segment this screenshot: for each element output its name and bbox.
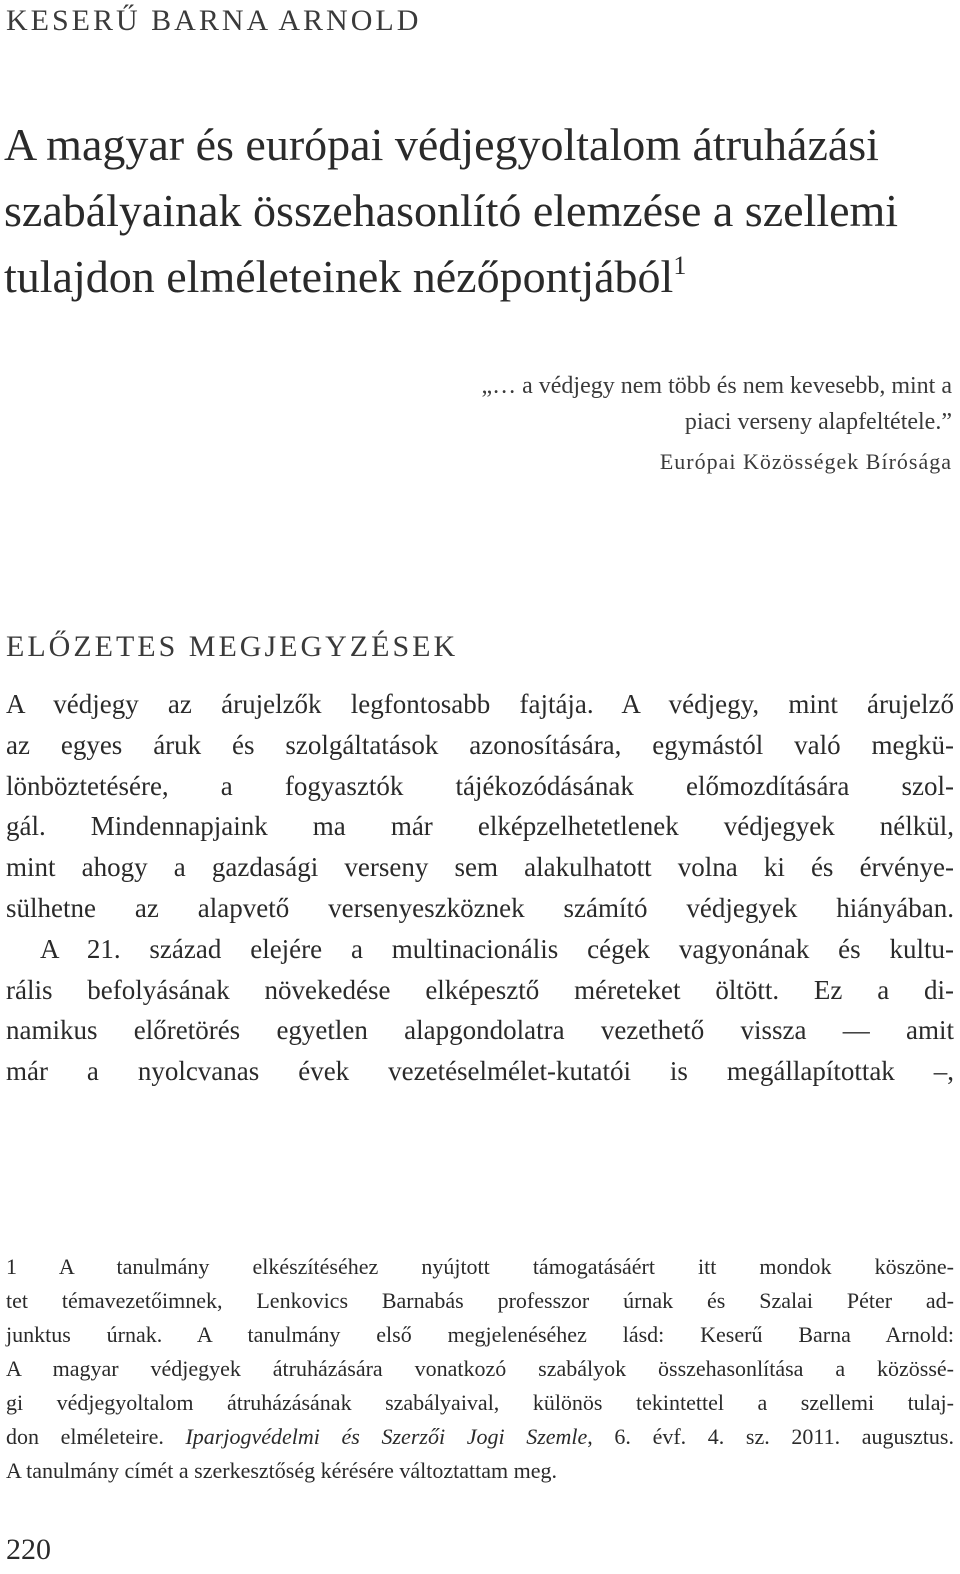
body-line: gál. Mindennapjaink ma már elképzelhetetlenek védjegyek nélkül,	[6, 811, 954, 842]
footnote-line	[6, 1420, 954, 1454]
footnote	[6, 1250, 954, 1488]
epigraph-line: „… a védjegy nem több és nem kevesebb, mint a	[481, 373, 952, 399]
body-paragraph	[6, 684, 954, 1092]
body-line: A 21. század elejére a multinacionális cégek vagyonának és kultu-	[40, 933, 954, 964]
footnote-line: A magyar védjegyek átruházására vonatkozó szabályok összehasonlítása a közössé-	[6, 1356, 954, 1381]
body-line: lönböztetésére, a fogyasztók tájékozódásának előmozdítására szol-	[6, 770, 954, 801]
body-line: mint ahogy a gazdasági verseny sem alakulhatott volna ki és érvénye-	[6, 852, 954, 883]
body-line: sülhetne az alapvető versenyeszköznek számító védjegyek hiányában.	[6, 892, 954, 923]
footnote-line: 1 A tanulmány elkészítéséhez nyújtott támogatásáért itt mondok köszöne-	[6, 1254, 954, 1279]
epigraph-quote	[352, 368, 952, 440]
footnote-line: junktus úrnak. A tanulmány első megjelenéséhez lásd: Keserű Barna Arnold:	[6, 1322, 954, 1347]
footnote-line: gi védjegyoltalom átruházásának szabályaival, különös tekintettel a szellemi tulaj-	[6, 1390, 954, 1415]
page-number: 220	[6, 1533, 51, 1566]
title-line: A magyar és európai védjegyoltalom átruházási	[4, 119, 879, 170]
footnote-text: , 6. évf. 4. sz. 2011. augusztus.	[587, 1424, 954, 1449]
body-line: már a nyolcvanas évek vezetéselmélet-kutatói is megállapítottak –,	[6, 1056, 954, 1087]
body-line: az egyes áruk és szolgáltatások azonosítására, egymástól való megkü-	[6, 729, 954, 760]
footnote-line: A tanulmány címét a szerkesztőség kérésére változtattam meg.	[6, 1458, 557, 1483]
body-line: rális befolyásának növekedése elképesztő méreteket öltött. Ez a di-	[6, 974, 954, 1005]
footnote-marker: 1	[673, 251, 687, 280]
footnote-text: don elméleteire.	[6, 1424, 186, 1449]
title-line: szabályainak összehasonlító elemzése a szellemi	[4, 185, 899, 236]
journal-title: Iparjogvédelmi és Szerzői Jogi Szemle	[185, 1424, 588, 1449]
body-line: namikus előretörés egyetlen alapgondolatra vezethető vissza — amit	[6, 1015, 954, 1046]
article-title	[4, 112, 956, 310]
epigraph-source: Európai Közösségek Bírósága	[659, 449, 952, 474]
epigraph-line: piaci verseny alapfeltétele.”	[684, 409, 952, 435]
author-name: KESERŰ BARNA ARNOLD	[6, 4, 422, 37]
title-line: tulajdon elméleteinek nézőpontjából	[4, 251, 674, 302]
section-heading: ELŐZETES MEGJEGYZÉSEK	[6, 630, 459, 663]
footnote-line: tet témavezetőimnek, Lenkovics Barnabás professzor úrnak és Szalai Péter ad-	[6, 1288, 954, 1313]
body-line: A védjegy az árujelzők legfontosabb fajtája. A védjegy, mint árujelző	[6, 689, 954, 719]
